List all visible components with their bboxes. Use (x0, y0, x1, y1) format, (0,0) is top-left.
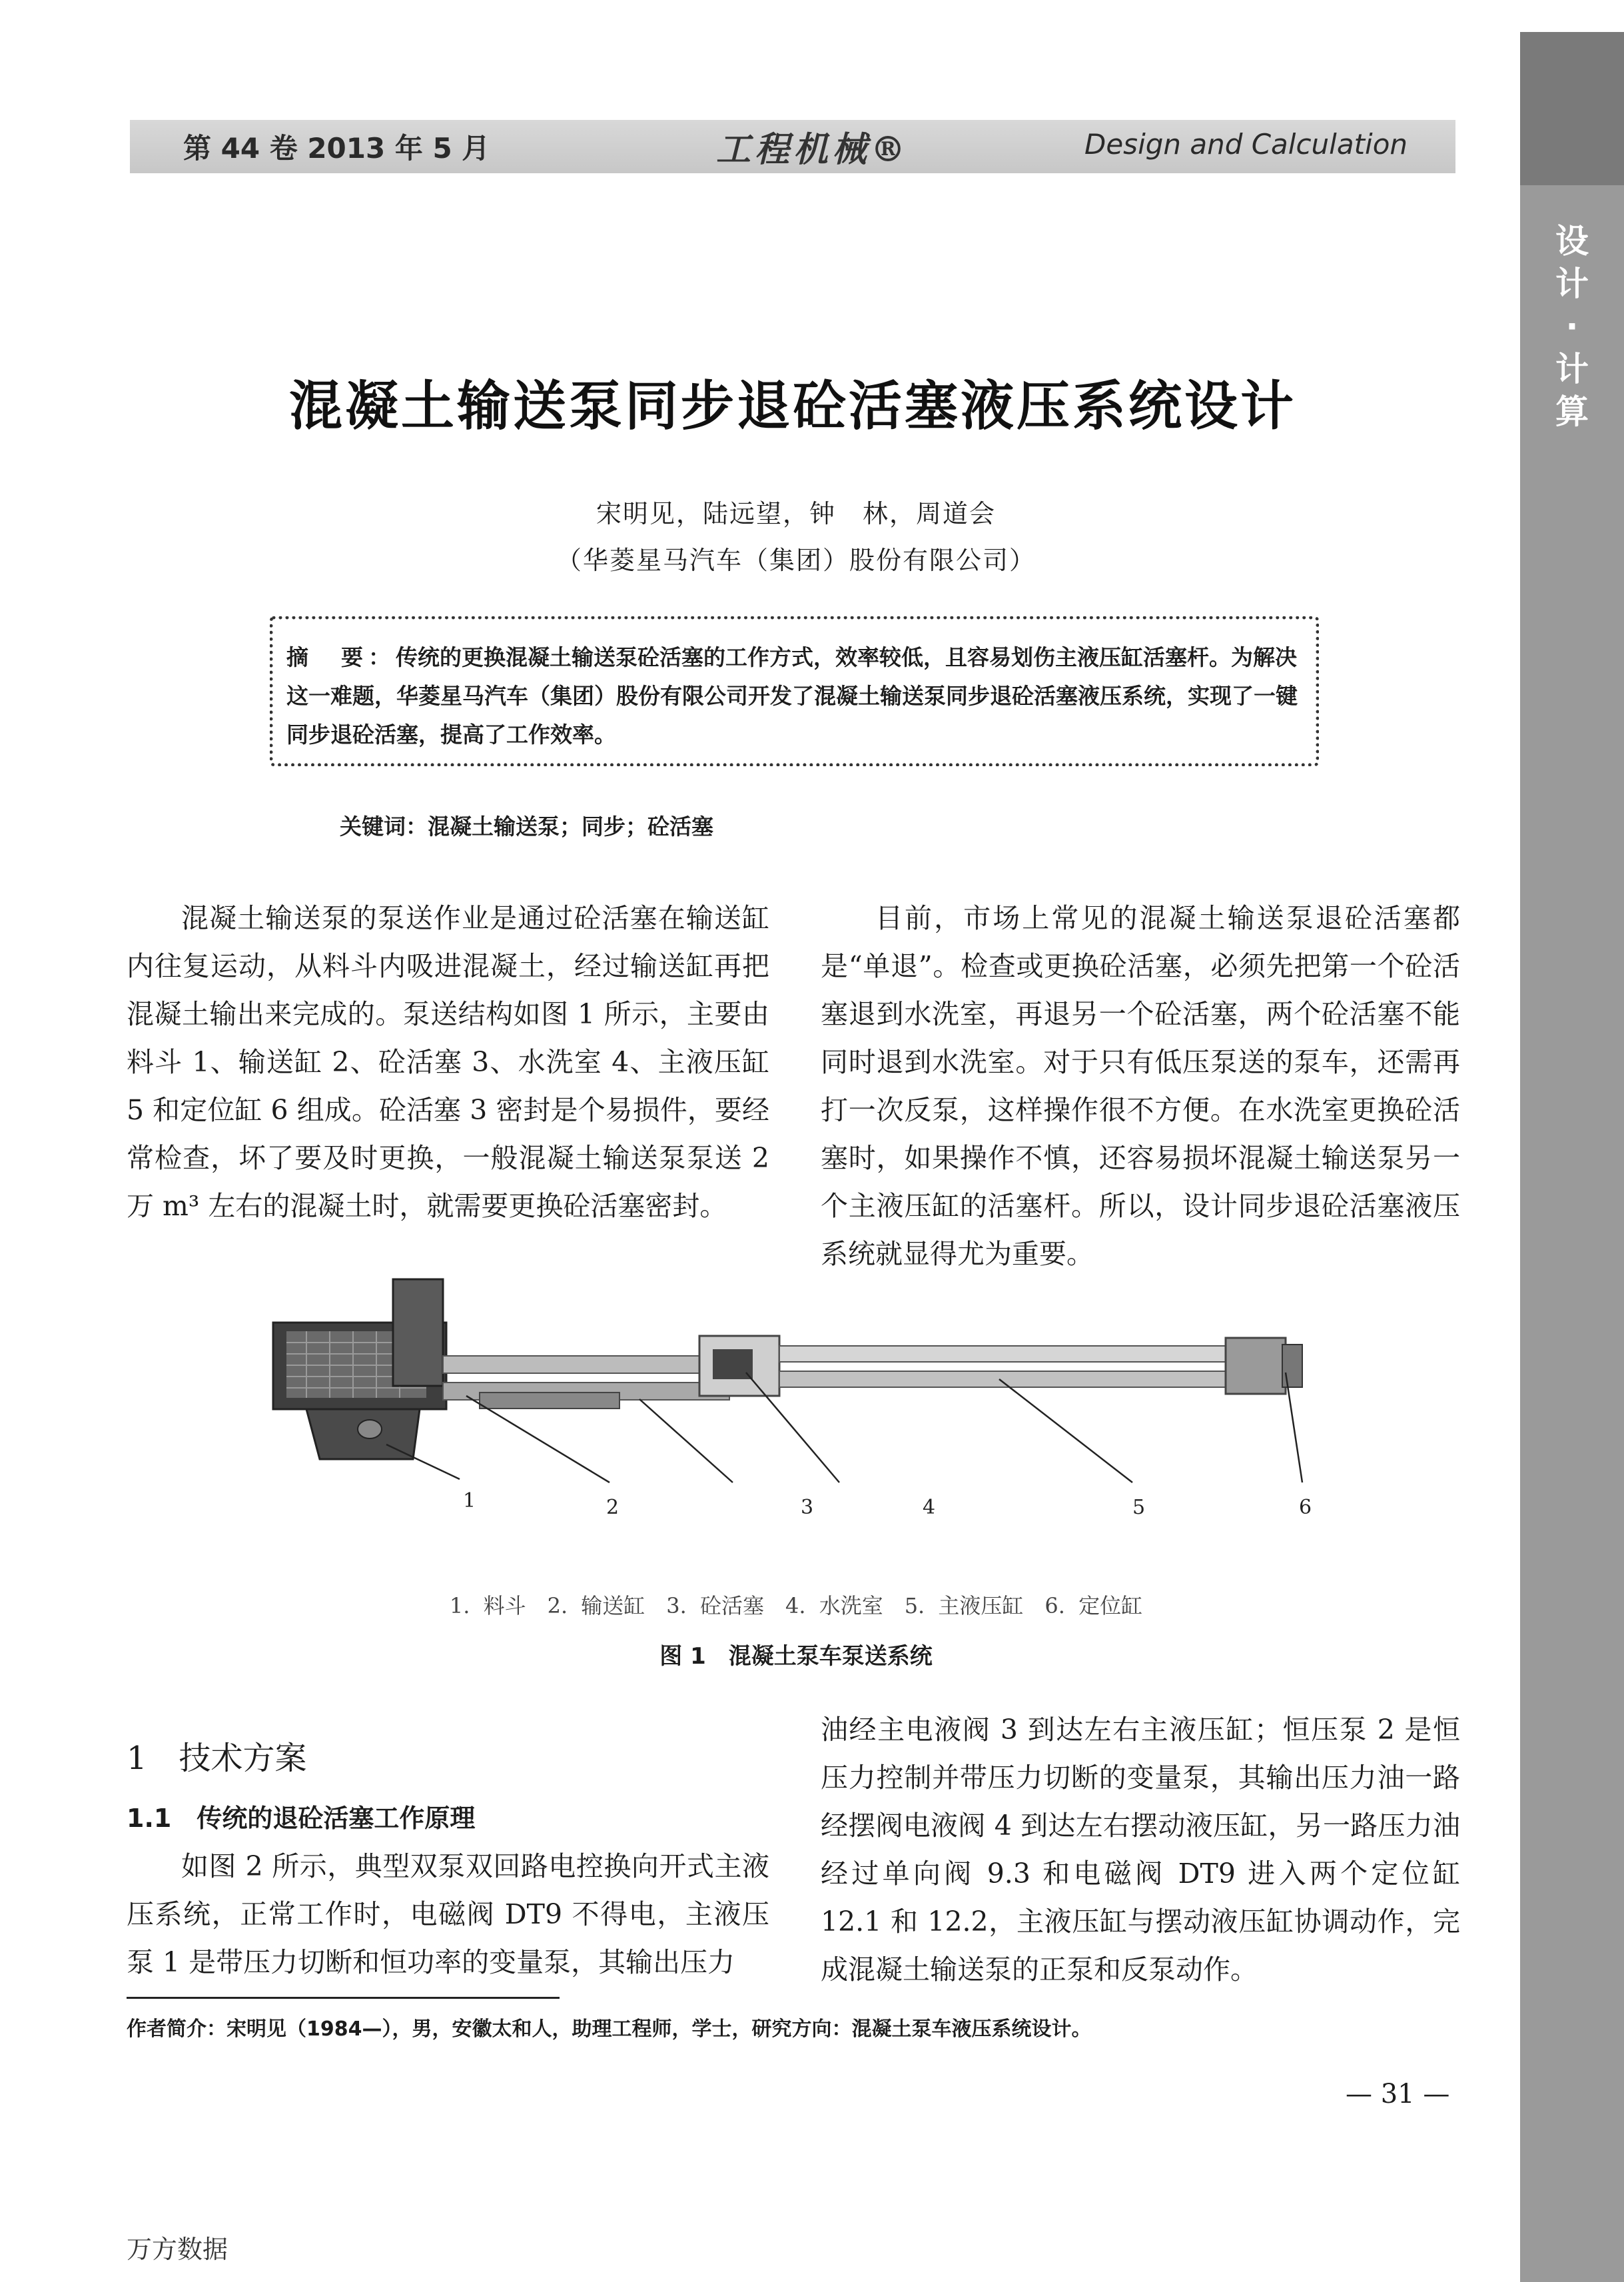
callout-6: 6 (1299, 1496, 1312, 1519)
paragraph-method-right: 油经主电液阀 3 到达左右主液压缸；恒压泵 2 是恒压力控制并带压力切断的变量泵，其输出压力油一路经摆阀电液阀 4 到达左右摆动液压缸，另一路压力油经过单向阀 9.3 和电磁阀 DT9 进入两个定位缸 12.1 和 12.2，主液压缸与摆动液压缸协调动作，完成混凝土输送泵的正泵和反泵动作。 (821, 1714, 1460, 1986)
abstract-label: 摘 要： (286, 644, 396, 670)
author-footnote: 作者简介：宋明见（1984—），男，安徽太和人，助理工程师，学士，研究方向：混凝土泵车液压系统设计。 (127, 2017, 1092, 2041)
source-watermark: 万方数据 (127, 2235, 228, 2264)
abstract-box (270, 616, 1319, 766)
hopper-illustration (273, 1279, 446, 1459)
callout-5: 5 (1132, 1496, 1146, 1519)
side-tab-label (1520, 220, 1624, 433)
figure-pump-system (266, 1266, 1346, 1546)
callout-2: 2 (606, 1496, 619, 1519)
paragraph-method-left: 如图 2 所示，典型双泵双回路电控换向开式主液压系统，正常工作时，电磁阀 DT9 不得电，主液压泵 1 是带压力切断和恒功率的变量泵，其输出压力 (127, 1850, 769, 1978)
side-tab-char: 计 (1555, 350, 1589, 388)
side-tab-char: 算 (1555, 392, 1589, 431)
journal-volume-date: 第 44 卷 2013 年 5 月 (183, 132, 490, 165)
callout-4: 4 (923, 1496, 936, 1519)
figure-legend: 1. 料斗 2. 输送缸 3. 砼活塞 4. 水洗室 5. 主液压缸 6. 定位缸 (449, 1593, 1143, 1618)
callout-1: 1 (463, 1489, 476, 1512)
page-title: 混凝土输送泵同步退砼活塞液压系统设计 (289, 375, 1296, 437)
side-tab-char: 计 (1555, 265, 1589, 303)
footnote-rule (127, 1997, 560, 1999)
paragraph-intro-right: 目前，市场上常见的混凝土输送泵退砼活塞都是“单退”。检查或更换砼活塞，必须先把第一个砼活塞退到水洗室，再退另一个砼活塞，两个砼活塞不能同时退到水洗室。对于只有低压泵送的泵车，还需再打一次反泵，这样操作很不方便。在水洗室更换砼活塞时，如果操作不慎，还容易损坏混凝土输送泵另一个主液压缸的活塞杆。所以，设计同步退砼活塞液压系统就显得尤为重要。 (821, 902, 1460, 1270)
side-tab-char: 设 (1555, 222, 1589, 261)
section-heading-1-1: 1.1 传统的退砼活塞工作原理 (127, 1804, 476, 1833)
side-tab-char: · (1565, 307, 1579, 346)
wash-chamber-illustration (699, 1336, 779, 1396)
keywords: 关键词：混凝土输送泵；同步；砼活塞 (340, 814, 713, 840)
affiliation: （华菱星马汽车（集团）股份有限公司） (556, 546, 1036, 575)
positioning-cylinders-illustration (1226, 1338, 1302, 1394)
section-heading-1: 1 技术方案 (127, 1740, 307, 1777)
figure-title: 图 1 混凝土泵车泵送系统 (659, 1643, 933, 1670)
journal-logo: 工程机械® (716, 129, 910, 170)
callout-3: 3 (801, 1496, 814, 1519)
paragraph-intro-left: 混凝土输送泵的泵送作业是通过砼活塞在输送缸内往复运动，从料斗内吸进混凝土，经过输送缸再把混凝土输出来完成的。泵送结构如图 1 所示，主要由料斗 1、输送缸 2、砼活塞 3、水洗室 4、主液压缸 5 和定位缸 6 组成。砼活塞 3 密封是个易损件，要经常检查，坏了要及时更换，一般混凝土输送泵泵送 2 万 m³ 左右的混凝土时，就需要更换砼活塞密封。 (127, 902, 769, 1222)
main-hydraulic-cylinders-illustration (779, 1346, 1259, 1387)
delivery-cylinders-illustration (443, 1356, 729, 1409)
page-number: — 31 — (1346, 2079, 1450, 2109)
section-english: Design and Calculation (1084, 128, 1408, 161)
authors: 宋明见，陆远望，钟 林，周道会 (596, 499, 996, 528)
abstract-text: 传统的更换混凝土输送泵砼活塞的工作方式，效率较低，且容易划伤主液压缸活塞杆。为解决这一难题，华菱星马汽车（集团）股份有限公司开发了混凝土输送泵同步退砼活塞液压系统，实现了一键同步退砼活塞，提高了工作效率。 (286, 644, 1298, 748)
side-tab-top (1520, 32, 1624, 185)
